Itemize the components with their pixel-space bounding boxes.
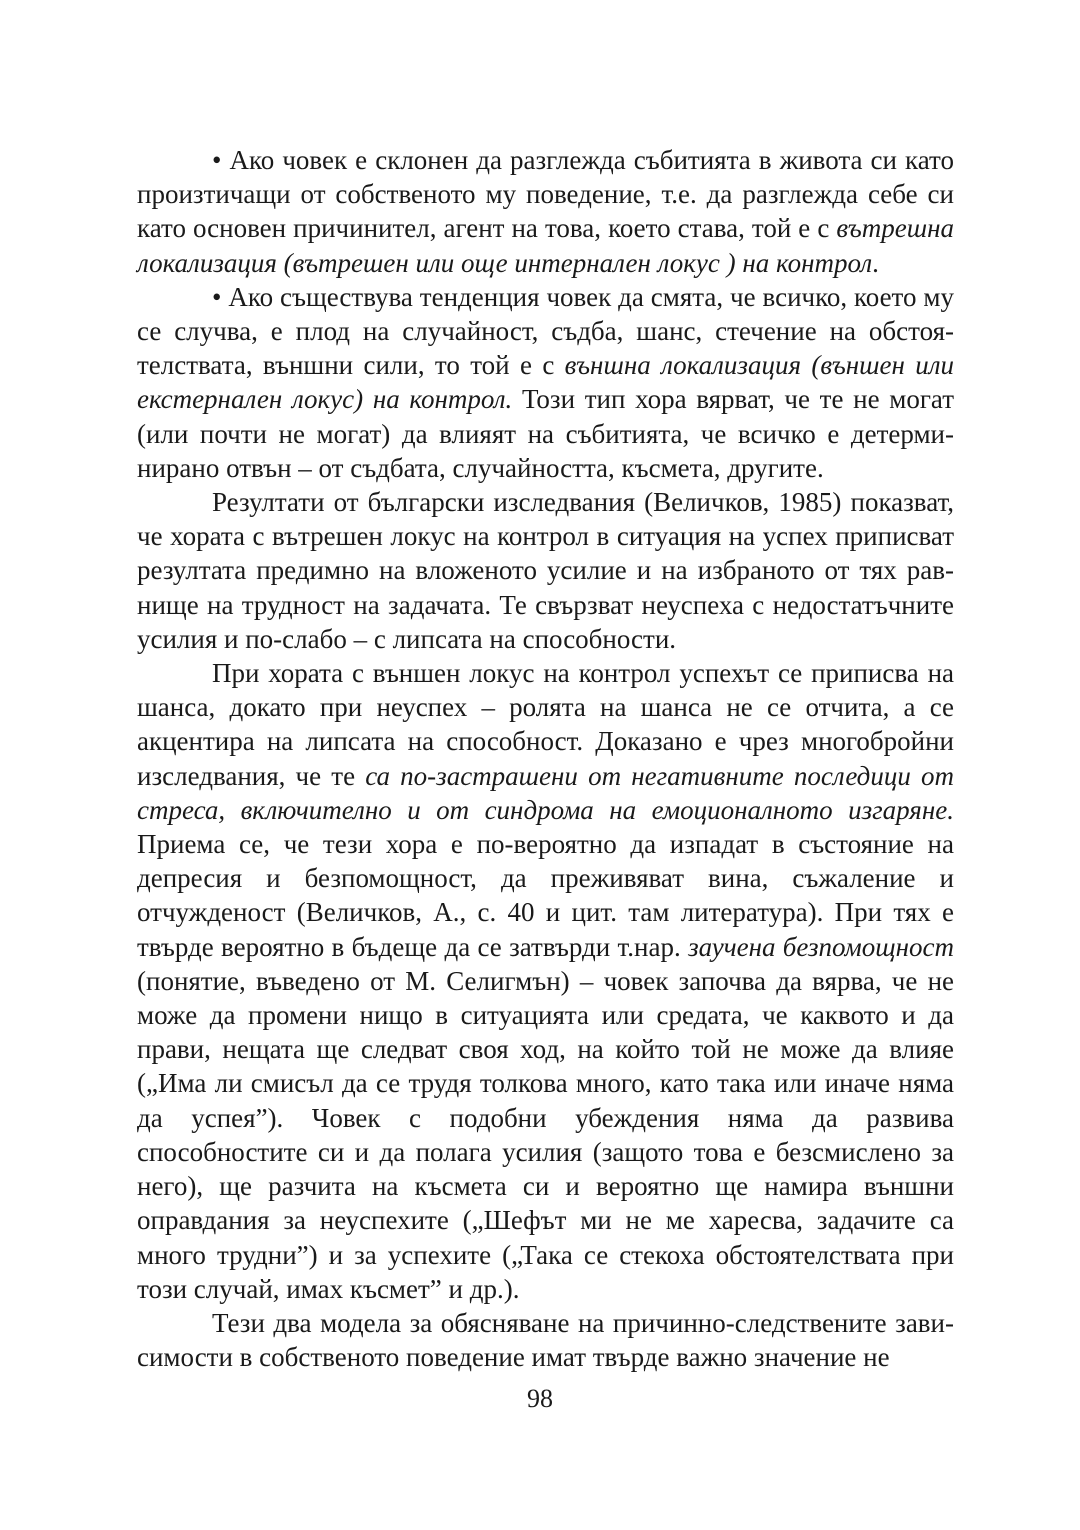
paragraph-text: (понятие, въведено от М. Селигмън) – човек започва да вярва, че не може да промени нищо в ситуацията или средата, че каквото и да прави, нещата ще следват своя ход, на който той не може да влияе („Има ли смисъл да се трудя толкова много, като така или иначе няма да успея”). Човек с подобни убеждения няма да развива способностите си и да полага усилия (защото това е безсмислено за него), ще разчита на късмета си и вероятно ще намира външни оправдания за неуспехите („Шефът ми не ме харесва, задачите са много трудни”) и за успехите („Така се стекоха обстоятелствата при този случай, имах късмет” и др.). bbox=[137, 965, 954, 1304]
paragraph-external-locus bbox=[137, 280, 954, 485]
paragraph-internal-locus bbox=[137, 143, 954, 280]
paragraph-text: Този тип хора вярват, че те не могат (или почти не могат) да влияят на събитията, че всичко е детерминирано отвън – от съдбата, случайността, късмета, другите. bbox=[137, 384, 955, 483]
paragraph-text: Приема се, че тези хора е по-вероятно да изпадат в състояние на депресия и безпомощност, да преживяват вина, съжаление и отчужденост (Величков, А., с. 40 и цит. там литература). При тях е твърде вероятно в бъдеще да се затвърди т.нар. bbox=[137, 829, 954, 962]
paragraph-text: • Ако съществува тенденция човек да смята, че всичко, което му се случва, е плод на случайност, съдба, шанс, стечение на обстоятелствата, външни сили, то той е с bbox=[137, 281, 954, 381]
paragraph-text: . bbox=[872, 247, 879, 278]
page-body bbox=[137, 143, 954, 1374]
italic-term: външна локализация (външен или екстернален локус) на контрол. bbox=[137, 350, 955, 415]
paragraph-text: Резултати от български изследвания (Величков, 1985) показват, че хората с вътрешен локус на контрол в ситуация на успех приписват резултата предимно на вложеното усилие и на избраното от тях равнище на трудност на задачата. Те свързват неуспеха с недостатъчните усилия и по-слабо – с липсата на способности. bbox=[137, 487, 954, 654]
paragraph-two-models bbox=[137, 1306, 954, 1374]
paragraph-text: Тези два модела за обясняване на причинно-следствените зависимости в собственото поведение имат твърде важно значение не bbox=[137, 1307, 954, 1373]
italic-term: вътрешна локализация (вътрешен или още интернален локус ) на контрол bbox=[137, 213, 954, 278]
paragraph-external-locus-effects bbox=[137, 656, 954, 1306]
paragraph-research-results bbox=[137, 485, 954, 656]
italic-term: заучена безпомощност bbox=[688, 931, 954, 962]
page-number: 98 bbox=[527, 1384, 553, 1413]
paragraph-text: При хората с външен локус на контрол успехът се приписва на шанса, докато при неуспех – ролята на шанса не се отчита, а се акцентира на липсата на способност. Доказано е чрез многобройни изследвания, че те bbox=[137, 658, 954, 791]
paragraph-text: • Ако човек е склонен да разглежда събитията в живота си като произтичащи от собственото му поведение, т.е. да разглежда себе си като основен причинител, агент на това, което става, той е с bbox=[137, 145, 954, 244]
italic-term: са по-застрашени от негативните последици от стреса, включително и от синдрома на емоционалното изгаряне. bbox=[137, 760, 954, 825]
